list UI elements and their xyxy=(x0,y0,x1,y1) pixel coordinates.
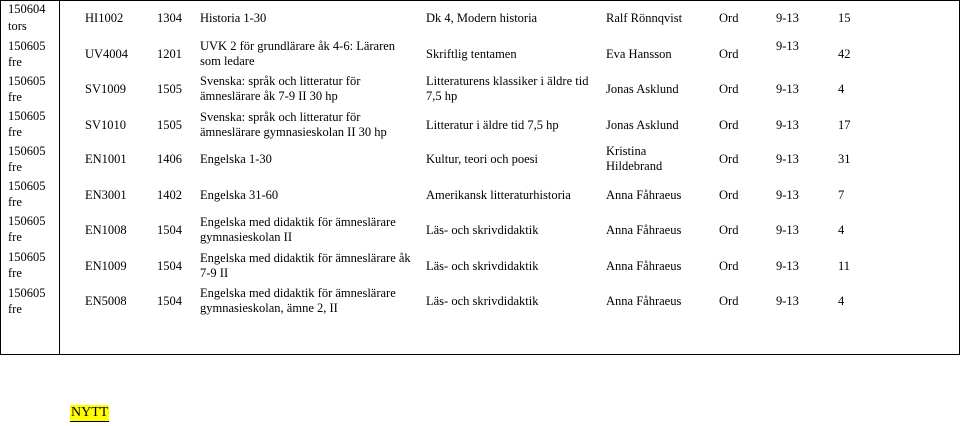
course-name-cell: Svenska: språk och litteratur för ämneslärare åk 7-9 II 30 hp xyxy=(200,74,361,103)
weekday-cell: fre xyxy=(8,195,22,209)
time-cell: 9-13 xyxy=(776,294,799,308)
table-row xyxy=(0,2,960,36)
exam-cell: Läs- och skrivdidaktik xyxy=(426,259,539,273)
course-name-cell: Historia 1-30 xyxy=(200,11,267,25)
time-cell: 9-13 xyxy=(776,82,799,96)
weekday-cell: fre xyxy=(8,160,22,174)
exam-cell: Litteraturens klassiker i äldre tid 7,5 hp xyxy=(426,74,589,103)
course-name-cell: Svenska: språk och litteratur för ämneslärare gymnasieskolan II 30 hp xyxy=(200,110,387,139)
course-name-cell: UVK 2 för grundlärare åk 4-6: Läraren som ledare xyxy=(200,39,396,68)
time-cell: 9-13 xyxy=(776,11,799,25)
teacher-cell: Anna Fåhraeus xyxy=(606,294,682,308)
table-row xyxy=(0,285,960,319)
table-row xyxy=(0,249,960,283)
count-cell: 15 xyxy=(838,11,851,25)
type-cell: Ord xyxy=(719,47,739,61)
period-cell: 1504 xyxy=(157,259,182,273)
teacher-cell: Jonas Asklund xyxy=(606,82,679,96)
date-cell: 150605 xyxy=(8,109,46,123)
count-cell: 17 xyxy=(838,118,851,132)
date-cell: 150605 xyxy=(8,214,46,228)
new-tag: NYTT xyxy=(71,405,109,420)
type-cell: Ord xyxy=(719,294,739,308)
course-code-cell: EN1009 xyxy=(85,259,127,273)
teacher-cell: Ralf Rönnqvist xyxy=(606,11,683,25)
type-cell: Ord xyxy=(719,188,739,202)
date-cell: 150605 xyxy=(8,39,46,53)
exam-cell: Läs- och skrivdidaktik xyxy=(426,223,539,237)
period-cell: 1406 xyxy=(157,152,182,166)
weekday-cell: fre xyxy=(8,90,22,104)
exam-cell: Litteratur i äldre tid 7,5 hp xyxy=(426,118,559,132)
exam-cell: Läs- och skrivdidaktik xyxy=(426,294,539,308)
course-code-cell: EN5008 xyxy=(85,294,127,308)
type-cell: Ord xyxy=(719,118,739,132)
time-cell: 9-13 xyxy=(776,188,799,202)
period-cell: 1505 xyxy=(157,118,182,132)
course-code-cell: EN1001 xyxy=(85,152,127,166)
date-cell: 150605 xyxy=(8,144,46,158)
teacher-cell: Anna Fåhraeus xyxy=(606,223,682,237)
table-row xyxy=(0,38,960,72)
course-name-cell: Engelska 1-30 xyxy=(200,152,272,166)
type-cell: Ord xyxy=(719,223,739,237)
weekday-cell: fre xyxy=(8,266,22,280)
date-cell: 150605 xyxy=(8,74,46,88)
time-cell: 9-13 xyxy=(776,259,799,273)
weekday-cell: fre xyxy=(8,125,22,139)
course-code-cell: SV1010 xyxy=(85,118,126,132)
type-cell: Ord xyxy=(719,11,739,25)
course-code-cell: EN1008 xyxy=(85,223,127,237)
table-border-top xyxy=(0,0,960,1)
table-row xyxy=(0,213,960,247)
weekday-cell: tors xyxy=(8,19,27,33)
date-cell: 150605 xyxy=(8,286,46,300)
course-code-cell: EN3001 xyxy=(85,188,127,202)
type-cell: Ord xyxy=(719,259,739,273)
count-cell: 4 xyxy=(838,223,845,237)
table-row xyxy=(0,143,960,177)
table-row xyxy=(0,108,960,142)
course-name-cell: Engelska 31-60 xyxy=(200,188,279,202)
time-cell: 9-13 xyxy=(776,118,799,132)
teacher-cell: Anna Fåhraeus xyxy=(606,259,682,273)
count-cell: 31 xyxy=(838,152,851,166)
period-cell: 1505 xyxy=(157,82,182,96)
date-cell: 150605 xyxy=(8,250,46,264)
period-cell: 1504 xyxy=(157,223,182,237)
exam-cell: Skriftlig tentamen xyxy=(426,47,517,61)
course-code-cell: UV4004 xyxy=(85,47,129,61)
exam-cell: Dk 4, Modern historia xyxy=(426,11,538,25)
weekday-cell: fre xyxy=(8,55,22,69)
period-cell: 1504 xyxy=(157,294,182,308)
course-name-cell: Engelska med didaktik för ämneslärare gymnasieskolan, ämne 2, II xyxy=(200,286,396,315)
teacher-cell: Eva Hansson xyxy=(606,47,672,61)
period-cell: 1402 xyxy=(157,188,182,202)
period-cell: 1201 xyxy=(157,47,182,61)
weekday-cell: fre xyxy=(8,230,22,244)
table-border-bottom xyxy=(0,354,960,355)
time-cell: 9-13 xyxy=(776,152,799,166)
date-cell: 150604 xyxy=(8,2,46,16)
teacher-cell: Jonas Asklund xyxy=(606,118,679,132)
count-cell: 4 xyxy=(838,294,845,308)
date-cell: 150605 xyxy=(8,179,46,193)
exam-cell: Kultur, teori och poesi xyxy=(426,152,538,166)
period-cell: 1304 xyxy=(157,11,182,25)
table-row xyxy=(0,73,960,107)
course-code-cell: SV1009 xyxy=(85,82,126,96)
course-name-cell: Engelska med didaktik för ämneslärare åk 7-9 II xyxy=(200,251,411,280)
table-row xyxy=(0,178,960,212)
count-cell: 11 xyxy=(838,259,851,273)
weekday-cell: fre xyxy=(8,302,22,316)
course-name-cell: Engelska med didaktik för ämneslärare gymnasieskolan II xyxy=(200,215,396,244)
count-cell: 4 xyxy=(838,82,845,96)
time-cell: 9-13 xyxy=(776,39,799,53)
teacher-cell: Kristina Hildebrand xyxy=(606,144,663,173)
exam-cell: Amerikansk litteraturhistoria xyxy=(426,188,571,202)
count-cell: 7 xyxy=(838,188,845,202)
time-cell: 9-13 xyxy=(776,223,799,237)
type-cell: Ord xyxy=(719,152,739,166)
teacher-cell: Anna Fåhraeus xyxy=(606,188,682,202)
type-cell: Ord xyxy=(719,82,739,96)
count-cell: 42 xyxy=(838,47,851,61)
course-code-cell: HI1002 xyxy=(85,11,124,25)
